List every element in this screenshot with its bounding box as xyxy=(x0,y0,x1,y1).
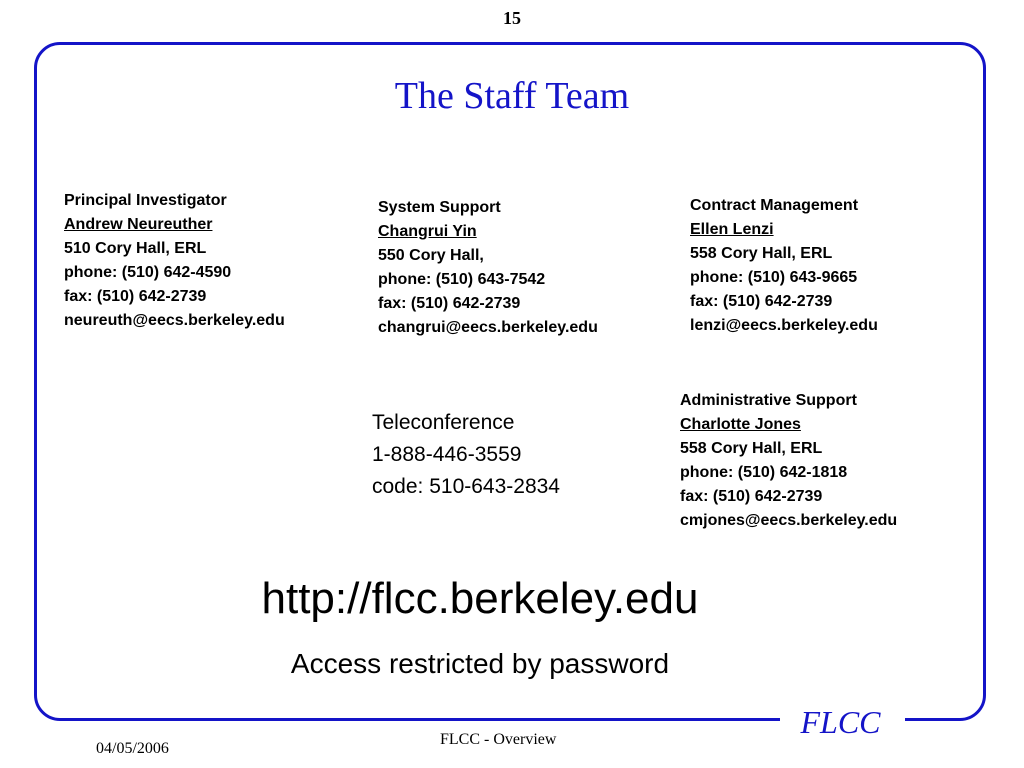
flcc-logo: FLCC xyxy=(800,704,881,740)
contact-name: Charlotte Jones xyxy=(680,416,801,433)
contact-phone: phone: (510) 643-7542 xyxy=(378,271,546,288)
contact-phone: phone: (510) 643-9665 xyxy=(690,269,858,286)
slide-title: The Staff Team xyxy=(394,75,630,117)
contact-fax: fax: (510) 642-2739 xyxy=(680,488,823,505)
teleconference-label: Teleconference xyxy=(372,411,515,434)
teleconference-number: 1-888-446-3559 xyxy=(372,443,522,466)
contact-role: Principal Investigator xyxy=(64,192,227,209)
contact-name: Changrui Yin xyxy=(378,223,477,240)
contact-phone: phone: (510) 642-1818 xyxy=(680,464,848,481)
teleconference-code: code: 510-643-2834 xyxy=(372,475,560,498)
contact-email: changrui@eecs.berkeley.edu xyxy=(378,319,598,336)
contact-contract-management xyxy=(690,194,878,338)
contact-phone: phone: (510) 642-4590 xyxy=(64,264,232,281)
contact-email: cmjones@eecs.berkeley.edu xyxy=(680,512,898,529)
page-number: 15 xyxy=(503,8,521,28)
contact-address: 558 Cory Hall, ERL xyxy=(680,440,823,457)
footer-title: FLCC - Overview xyxy=(440,731,557,748)
contact-fax: fax: (510) 642-2739 xyxy=(378,295,521,312)
contact-fax: fax: (510) 642-2739 xyxy=(64,288,207,305)
contact-address: 550 Cory Hall, xyxy=(378,247,484,264)
contact-email: neureuth@eecs.berkeley.edu xyxy=(64,312,285,329)
contact-name: Ellen Lenzi xyxy=(690,221,774,238)
contact-role: Administrative Support xyxy=(680,392,857,409)
access-note: Access restricted by password xyxy=(290,648,670,679)
contact-system-support xyxy=(378,196,598,340)
contact-role: System Support xyxy=(378,199,501,216)
site-url: http://flcc.berkeley.edu xyxy=(261,574,699,623)
contact-name: Andrew Neureuther xyxy=(64,216,213,233)
footer-date: 04/05/2006 xyxy=(96,740,169,757)
contact-role: Contract Management xyxy=(690,197,859,214)
contact-administrative-support xyxy=(680,389,897,533)
contact-address: 510 Cory Hall, ERL xyxy=(64,240,207,257)
contact-fax: fax: (510) 642-2739 xyxy=(690,293,833,310)
contact-principal-investigator xyxy=(64,189,285,333)
teleconference-block xyxy=(372,407,560,503)
contact-email: lenzi@eecs.berkeley.edu xyxy=(690,317,878,334)
contact-address: 558 Cory Hall, ERL xyxy=(690,245,833,262)
